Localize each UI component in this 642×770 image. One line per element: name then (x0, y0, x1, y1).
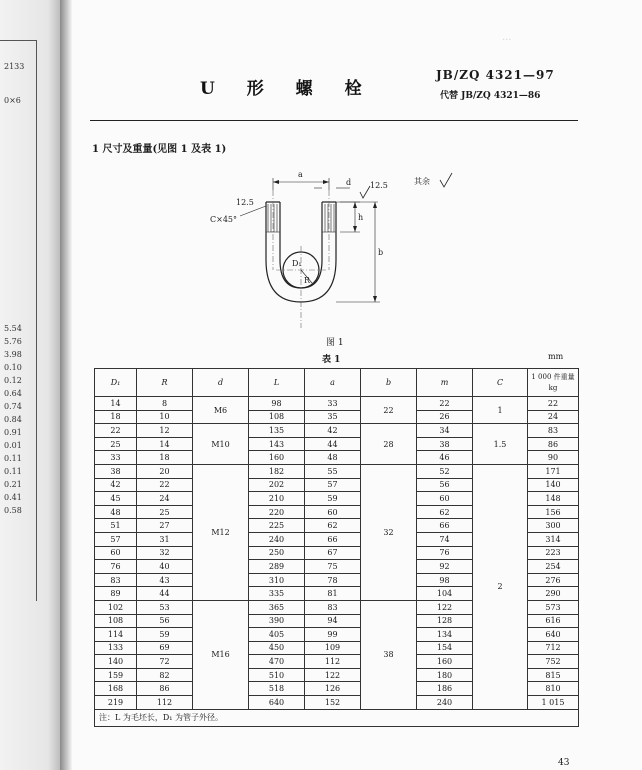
column-header: d (193, 369, 249, 397)
table-cell: 60 (417, 492, 473, 506)
column-header: D₁ (95, 369, 137, 397)
table-cell: 46 (417, 451, 473, 465)
table-cell: 143 (249, 437, 305, 451)
table-cell: 12 (137, 424, 193, 438)
table-cell: 220 (249, 505, 305, 519)
table-cell: 18 (95, 410, 137, 424)
column-header: C (473, 369, 528, 397)
table-cell: 310 (249, 573, 305, 587)
table-cell: 62 (305, 519, 361, 533)
standard-code: JB/ZQ 4321—97 (436, 68, 555, 82)
table-cell: 66 (417, 519, 473, 533)
table-cell: 76 (417, 546, 473, 560)
table-cell: 112 (137, 696, 193, 710)
table-cell: 114 (95, 628, 137, 642)
facing-page-text: 2133 (4, 62, 25, 71)
table-group-cell: 22 (361, 397, 417, 424)
table-group-cell: M16 (193, 600, 249, 709)
table-cell: 22 (95, 424, 137, 438)
book-spine (60, 0, 72, 770)
table-group-cell: 32 (361, 464, 417, 600)
table-cell: 108 (95, 614, 137, 628)
table-cell: 34 (417, 424, 473, 438)
table-cell: 86 (528, 437, 579, 451)
table-cell: 92 (417, 560, 473, 574)
table-cell: 90 (528, 451, 579, 465)
table-cell: 44 (305, 437, 361, 451)
table-group-cell: 28 (361, 424, 417, 465)
table-cell: 810 (528, 682, 579, 696)
facing-page-text: 0.21 (4, 480, 22, 489)
table-cell: 450 (249, 641, 305, 655)
table-cell: 159 (95, 668, 137, 682)
table-cell: 43 (137, 573, 193, 587)
table-cell: 33 (95, 451, 137, 465)
table-cell: 134 (417, 628, 473, 642)
table-cell: 104 (417, 587, 473, 601)
table-cell: 22 (137, 478, 193, 492)
table-group-cell: 2 (473, 464, 528, 709)
facing-page-edge (0, 0, 60, 770)
facing-page-text: 0.64 (4, 389, 22, 398)
dim-a: a (298, 170, 303, 179)
table-cell: 14 (137, 437, 193, 451)
table-row (95, 464, 579, 478)
table-cell: 27 (137, 519, 193, 533)
table-cell: 56 (417, 478, 473, 492)
table-cell: 8 (137, 397, 193, 411)
table-cell: 276 (528, 573, 579, 587)
table-cell: 290 (528, 587, 579, 601)
table-cell: 573 (528, 600, 579, 614)
table-cell: 22 (528, 397, 579, 411)
table-cell: 38 (417, 437, 473, 451)
table-cell: 616 (528, 614, 579, 628)
table-cell: 83 (95, 573, 137, 587)
page-title: U 形 螺 栓 (200, 79, 375, 99)
table-row (95, 397, 579, 411)
table-cell: 225 (249, 519, 305, 533)
table-cell: 33 (305, 397, 361, 411)
table-cell: 240 (417, 696, 473, 710)
dim-d: d (346, 178, 352, 187)
table-cell: 254 (528, 560, 579, 574)
table-cell: 135 (249, 424, 305, 438)
table-cell: 140 (95, 655, 137, 669)
table-cell: 48 (305, 451, 361, 465)
table-caption: 表 1 (322, 355, 341, 365)
table-cell: 83 (305, 600, 361, 614)
table-cell: 24 (137, 492, 193, 506)
table-cell: 42 (305, 424, 361, 438)
table-cell: 32 (137, 546, 193, 560)
column-header: R (137, 369, 193, 397)
table-cell: 60 (95, 546, 137, 560)
table-cell: 335 (249, 587, 305, 601)
table-cell: 390 (249, 614, 305, 628)
table-cell: 160 (417, 655, 473, 669)
table-cell: 640 (249, 696, 305, 710)
table-cell: 133 (95, 641, 137, 655)
dim-h: h (358, 213, 364, 222)
facing-page-text: 0.41 (4, 493, 22, 502)
dim-diameter: D₁ (292, 259, 302, 268)
table-cell: 152 (305, 696, 361, 710)
table-cell: 82 (137, 668, 193, 682)
table-cell: 160 (249, 451, 305, 465)
table-cell: 510 (249, 668, 305, 682)
table-cell: 156 (528, 505, 579, 519)
table-cell: 112 (305, 655, 361, 669)
table-cell: 59 (137, 628, 193, 642)
table-cell: 35 (305, 410, 361, 424)
facing-page-text: 0.11 (4, 454, 22, 463)
facing-page-text: 0.74 (4, 402, 22, 411)
table-cell: 109 (305, 641, 361, 655)
table-cell: 42 (95, 478, 137, 492)
table-cell: 51 (95, 519, 137, 533)
table-cell: 66 (305, 532, 361, 546)
facing-page-text: 5.54 (4, 324, 22, 333)
table-cell: 20 (137, 464, 193, 478)
table-group-cell: 38 (361, 600, 417, 709)
table-header-row (95, 369, 579, 397)
roughness-remaining: 其余 (414, 177, 430, 186)
table-cell: 128 (417, 614, 473, 628)
facing-page-text: 0.12 (4, 376, 22, 385)
document-page: ... (72, 0, 642, 770)
table-cell: 57 (305, 478, 361, 492)
table-cell: 48 (95, 505, 137, 519)
table-group-cell: M6 (193, 397, 249, 424)
replaces-standard: 代替 JB/ZQ 4321—86 (440, 91, 541, 101)
facing-page-text: 0.58 (4, 506, 22, 515)
table-cell: 67 (305, 546, 361, 560)
facing-page-text: 0.10 (4, 363, 22, 372)
table-cell: 108 (249, 410, 305, 424)
table-cell: 148 (528, 492, 579, 506)
u-bolt-drawing (200, 160, 470, 335)
table-cell: 14 (95, 397, 137, 411)
dim-b: b (378, 248, 384, 257)
table-cell: 74 (417, 532, 473, 546)
table-cell: 154 (417, 641, 473, 655)
facing-page-text: 5.76 (4, 337, 22, 346)
table-cell: 25 (137, 505, 193, 519)
table-cell: 470 (249, 655, 305, 669)
table-cell: 98 (417, 573, 473, 587)
table-cell: 171 (528, 464, 579, 478)
facing-page-text: 0.84 (4, 415, 22, 424)
table-cell: 72 (137, 655, 193, 669)
table-unit: mm (548, 352, 564, 361)
table-cell: 1 015 (528, 696, 579, 710)
facing-page-text: 0.91 (4, 428, 22, 437)
column-header: m (417, 369, 473, 397)
dim-radius: R (304, 276, 311, 285)
table-cell: 182 (249, 464, 305, 478)
table-cell: 140 (528, 478, 579, 492)
table-note: 注：L 为毛坯长，D₁ 为管子外径。 (95, 709, 579, 726)
table-cell: 180 (417, 668, 473, 682)
facing-page-text: 3.98 (4, 350, 22, 359)
table-cell: 99 (305, 628, 361, 642)
table-cell: 202 (249, 478, 305, 492)
facing-page-frame (0, 40, 37, 601)
table-cell: 53 (137, 600, 193, 614)
table-cell: 76 (95, 560, 137, 574)
table-cell: 56 (137, 614, 193, 628)
table-cell: 57 (95, 532, 137, 546)
table-cell: 10 (137, 410, 193, 424)
table-group-cell: M12 (193, 464, 249, 600)
table-cell: 24 (528, 410, 579, 424)
table-group-cell: 1 (473, 397, 528, 424)
table-cell: 102 (95, 600, 137, 614)
table-cell: 52 (417, 464, 473, 478)
table-cell: 81 (305, 587, 361, 601)
table-cell: 712 (528, 641, 579, 655)
table-cell: 38 (95, 464, 137, 478)
title-rule (90, 120, 578, 121)
table-cell: 122 (417, 600, 473, 614)
table-cell: 365 (249, 600, 305, 614)
table-cell: 75 (305, 560, 361, 574)
dimension-table (94, 368, 579, 727)
table-cell: 126 (305, 682, 361, 696)
table-cell: 210 (249, 492, 305, 506)
table-cell: 60 (305, 505, 361, 519)
table-cell: 86 (137, 682, 193, 696)
table-cell: 98 (249, 397, 305, 411)
table-cell: 186 (417, 682, 473, 696)
table-cell: 314 (528, 532, 579, 546)
table-row (95, 424, 579, 438)
table-cell: 219 (95, 696, 137, 710)
table-cell: 22 (417, 397, 473, 411)
table-cell: 78 (305, 573, 361, 587)
table-cell: 94 (305, 614, 361, 628)
table-cell: 300 (528, 519, 579, 533)
table-cell: 815 (528, 668, 579, 682)
table-cell: 31 (137, 532, 193, 546)
table-cell: 223 (528, 546, 579, 560)
table-cell: 45 (95, 492, 137, 506)
table-cell: 168 (95, 682, 137, 696)
figure-caption: 图 1 (326, 338, 344, 348)
dim-thread: 12.5 (236, 198, 254, 207)
page-number: 43 (558, 758, 570, 768)
table-cell: 26 (417, 410, 473, 424)
table-cell: 55 (305, 464, 361, 478)
facing-page-text: 0.01 (4, 441, 22, 450)
roughness-value: 12.5 (370, 181, 388, 190)
facing-page-text: 0.11 (4, 467, 22, 476)
table-cell: 83 (528, 424, 579, 438)
table-cell: 289 (249, 560, 305, 574)
table-cell: 18 (137, 451, 193, 465)
table-cell: 405 (249, 628, 305, 642)
table-cell: 40 (137, 560, 193, 574)
table-cell: 69 (137, 641, 193, 655)
table-cell: 240 (249, 532, 305, 546)
table-cell: 518 (249, 682, 305, 696)
table-group-cell: M10 (193, 424, 249, 465)
table-cell: 752 (528, 655, 579, 669)
table-cell: 640 (528, 628, 579, 642)
section-heading: 1 尺寸及重量(见图 1 及表 1) (92, 144, 227, 155)
table-cell: 62 (417, 505, 473, 519)
column-header: L (249, 369, 305, 397)
table-cell: 122 (305, 668, 361, 682)
column-header: b (361, 369, 417, 397)
column-header: 1 000 件重量 kg (528, 369, 579, 397)
table-cell: 25 (95, 437, 137, 451)
table-group-cell: 1.5 (473, 424, 528, 465)
table-cell: 89 (95, 587, 137, 601)
dim-chamfer: C×45° (210, 215, 238, 224)
facing-page-text: 0×6 (4, 96, 21, 105)
table-cell: 59 (305, 492, 361, 506)
table-cell: 250 (249, 546, 305, 560)
table-cell: 44 (137, 587, 193, 601)
column-header: a (305, 369, 361, 397)
